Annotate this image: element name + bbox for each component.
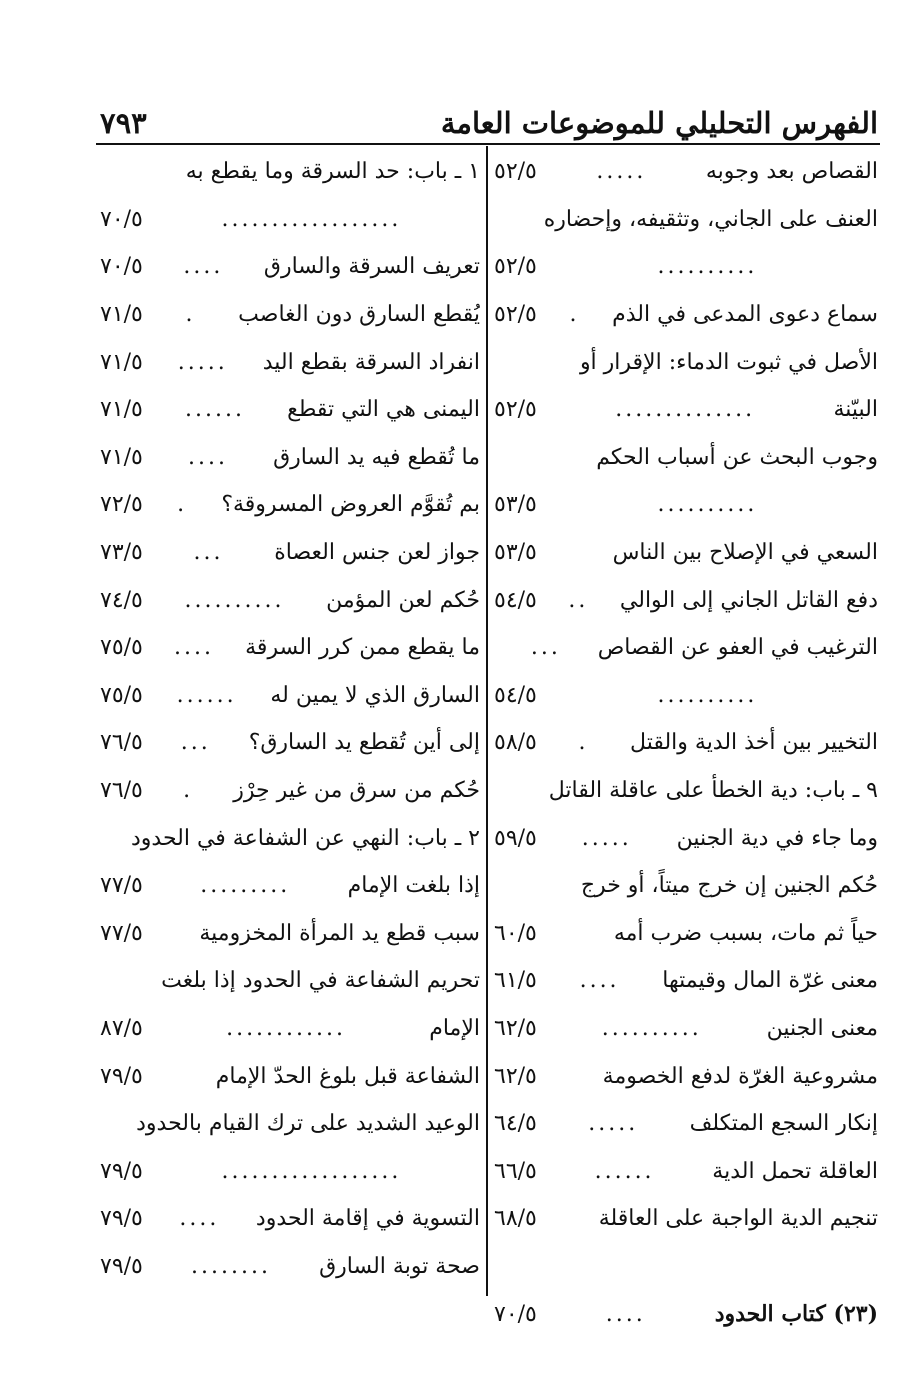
index-entry — [100, 1195, 480, 1243]
index-entry — [100, 910, 480, 958]
index-entry — [494, 1290, 878, 1338]
entry-title: معنى غرّة المال وقيمتها — [662, 968, 878, 994]
entry-dot-leader: . — [578, 730, 589, 756]
entry-page-ref: ٧٦/٥ — [100, 778, 143, 804]
index-entry — [100, 862, 480, 910]
index-entry — [494, 1100, 878, 1148]
index-entry — [100, 481, 480, 529]
index-entry — [100, 719, 480, 767]
entry-title: الإمام — [429, 1015, 480, 1041]
entry-title: سماع دعوى المدعى في الذم — [612, 302, 878, 328]
entry-dot-leader: .... — [605, 1301, 646, 1327]
entry-page-ref: ٧١/٥ — [100, 397, 143, 423]
entry-dot-leader: .. — [568, 587, 589, 613]
index-entry — [100, 434, 480, 482]
entry-title: إذا بلغت الإمام — [347, 873, 480, 899]
index-entry — [100, 529, 480, 577]
entry-page-ref: ٦٢/٥ — [494, 1015, 537, 1041]
entry-dot-leader: ... — [180, 730, 211, 756]
entry-title: سبب قطع يد المرأة المخزومية — [199, 920, 480, 946]
entry-title: السارق الذي لا يمين له — [270, 682, 480, 708]
index-entry — [494, 1243, 878, 1291]
entry-dot-leader: ...... — [594, 1158, 655, 1184]
entry-dot-leader: .... — [579, 968, 620, 994]
entry-dot-leader: ... — [193, 540, 224, 566]
entry-dot-leader: ... — [530, 635, 561, 661]
entry-dot-leader: .......... — [657, 254, 758, 280]
entry-dot-leader: .... — [187, 444, 228, 470]
index-entry — [100, 1005, 480, 1053]
entry-page-ref: ٦٨/٥ — [494, 1206, 537, 1232]
entry-dot-leader: ......... — [200, 873, 291, 899]
entry-dot-leader: . — [185, 302, 196, 328]
index-entry — [100, 814, 480, 862]
entry-title: بم تُقوَّم العروض المسروقة؟ — [221, 492, 480, 518]
entry-title: انفراد السرقة بقطع اليد — [262, 349, 480, 375]
entry-dot-leader: .................. — [221, 206, 402, 232]
entry-dot-leader: .............. — [615, 397, 756, 423]
entry-page-ref: ٧٥/٥ — [100, 682, 143, 708]
entry-dot-leader: .... — [179, 1206, 220, 1232]
entry-dot-leader: ..... — [581, 825, 632, 851]
entry-title: وجوب البحث عن أسباب الحكم — [596, 444, 878, 470]
index-entry — [100, 338, 480, 386]
entry-page-ref: ٥٤/٥ — [494, 682, 537, 708]
index-entry — [100, 148, 480, 196]
entry-title: العنف على الجاني، وتثقيفه، وإحضاره — [543, 206, 878, 232]
index-entry — [494, 672, 878, 720]
entry-title: ١ ـ باب: حد السرقة وما يقطع به — [185, 159, 480, 185]
entry-dot-leader: .......... — [657, 682, 758, 708]
entry-title: جواز لعن جنس العصاة — [274, 540, 480, 566]
entry-page-ref: ٧٩/٥ — [100, 1206, 143, 1232]
entry-page-ref: ٦١/٥ — [494, 968, 537, 994]
page-title: الفهرس التحليلي للموضوعات العامة — [440, 106, 878, 140]
entry-page-ref: ٦٤/٥ — [494, 1111, 537, 1137]
index-entry — [494, 814, 878, 862]
entry-page-ref: ٧٥/٥ — [100, 635, 143, 661]
entry-title: الأصل في ثبوت الدماء: الإقرار أو — [579, 349, 878, 375]
entry-title: يُقطع السارق دون الغاصب — [238, 302, 480, 328]
entry-page-ref: ٥٨/٥ — [494, 730, 537, 756]
entry-dot-leader: .......... — [657, 492, 758, 518]
index-entry — [100, 576, 480, 624]
entry-title: ما يقطع ممن كرر السرقة — [245, 635, 480, 661]
entry-title: ما تُقطع فيه يد السارق — [273, 444, 480, 470]
index-entry — [494, 767, 878, 815]
entry-page-ref: ٨٧/٥ — [100, 1015, 143, 1041]
index-entry — [494, 1147, 878, 1195]
column-divider — [486, 146, 488, 1296]
index-entry — [494, 434, 878, 482]
entry-page-ref: ٦٦/٥ — [494, 1158, 537, 1184]
entry-page-ref: ٦٠/٥ — [494, 920, 537, 946]
entry-page-ref: ٥٣/٥ — [494, 492, 537, 518]
entry-title: السعي في الإصلاح بين الناس — [612, 540, 878, 566]
entry-page-ref: ٥٤/٥ — [494, 587, 537, 613]
entry-title: ٩ ـ باب: دية الخطأ على عاقلة القاتل — [548, 778, 878, 804]
entry-title: التسوية في إقامة الحدود — [255, 1206, 480, 1232]
entry-title: معنى الجنين — [766, 1015, 878, 1041]
index-entry — [100, 624, 480, 672]
entry-dot-leader: .......... — [601, 1015, 702, 1041]
entry-dot-leader: .......... — [184, 587, 285, 613]
entry-title: القصاص بعد وجوبه — [705, 159, 878, 185]
index-entry — [100, 1052, 480, 1100]
entry-page-ref: ٥٢/٥ — [494, 159, 537, 185]
entry-title: (٢٣) كتاب الحدود — [714, 1301, 878, 1328]
entry-title: صحة توبة السارق — [319, 1253, 480, 1279]
entry-dot-leader: .................. — [221, 1158, 402, 1184]
entry-page-ref: ٧٧/٥ — [100, 920, 143, 946]
entry-page-ref: ٥٢/٥ — [494, 254, 537, 280]
entry-dot-leader: .... — [183, 254, 224, 280]
index-entry — [494, 243, 878, 291]
entry-page-ref: ٦٢/٥ — [494, 1063, 537, 1089]
index-entry — [494, 338, 878, 386]
entry-dot-leader: ........ — [191, 1253, 271, 1279]
entry-dot-leader: . — [569, 302, 580, 328]
entry-dot-leader: . — [183, 778, 194, 804]
entry-page-ref: ٧٩/٥ — [100, 1158, 143, 1184]
entry-page-ref: ٧١/٥ — [100, 302, 143, 328]
entry-title: حُكم الجنين إن خرج ميتاً، أو خرج — [580, 873, 878, 899]
entry-dot-leader: ..... — [596, 159, 647, 185]
entry-title: اليمنى هي التي تقطع — [287, 397, 480, 423]
index-entry — [100, 957, 480, 1005]
entry-dot-leader: .... — [174, 635, 214, 661]
entry-title: وما جاء في دية الجنين — [676, 825, 878, 851]
index-entry — [494, 624, 878, 672]
entry-dot-leader: ...... — [176, 682, 237, 708]
entry-page-ref: ٥٢/٥ — [494, 397, 537, 423]
entry-dot-leader: ............ — [226, 1015, 346, 1041]
entry-title: العاقلة تحمل الدية — [712, 1158, 878, 1184]
index-entry — [100, 243, 480, 291]
index-entry — [494, 576, 878, 624]
entry-title: حُكم من سرق من غير حِرْز — [233, 778, 480, 804]
entry-page-ref: ٧٠/٥ — [100, 206, 143, 232]
index-column-left — [100, 148, 480, 1290]
entry-title: تحريم الشفاعة في الحدود إذا بلغت — [161, 968, 480, 994]
index-entry — [100, 1243, 480, 1291]
index-entry — [100, 291, 480, 339]
entry-page-ref: ٥٩/٥ — [494, 825, 537, 851]
entry-title: تنجيم الدية الواجبة على العاقلة — [598, 1206, 878, 1232]
index-entry — [494, 386, 878, 434]
entry-page-ref: ٥٣/٥ — [494, 540, 537, 566]
entry-page-ref: ٧٠/٥ — [100, 254, 143, 280]
entry-title: ٢ ـ باب: النهي عن الشفاعة في الحدود — [130, 825, 480, 851]
entry-page-ref: ٧١/٥ — [100, 349, 143, 375]
index-entry — [494, 910, 878, 958]
entry-page-ref: ٧٣/٥ — [100, 540, 143, 566]
index-entry — [100, 386, 480, 434]
entry-page-ref: ٧٩/٥ — [100, 1253, 143, 1279]
index-entry — [494, 291, 878, 339]
entry-title: مشروعية الغرّة لدفع الخصومة — [602, 1063, 878, 1089]
index-entry — [494, 1195, 878, 1243]
entry-dot-leader: ..... — [177, 349, 228, 375]
index-entry — [494, 862, 878, 910]
entry-page-ref: ٧٠/٥ — [494, 1301, 537, 1327]
index-entry — [100, 672, 480, 720]
index-entry — [494, 196, 878, 244]
entry-page-ref: ٧١/٥ — [100, 444, 143, 470]
index-entry — [494, 957, 878, 1005]
entry-title: إنكار السجع المتكلف — [689, 1111, 878, 1137]
entry-page-ref: ٧٦/٥ — [100, 730, 143, 756]
header-rule — [96, 143, 880, 145]
index-entry — [494, 719, 878, 767]
entry-page-ref: ٧٧/٥ — [100, 873, 143, 899]
entry-title: التخيير بين أخذ الدية والقتل — [630, 730, 878, 756]
entry-dot-leader: . — [177, 492, 188, 518]
entry-title: حُكم لعن المؤمن — [326, 587, 480, 613]
entry-page-ref: ٧٤/٥ — [100, 587, 143, 613]
entry-page-ref: ٧٩/٥ — [100, 1063, 143, 1089]
index-entry — [494, 148, 878, 196]
entry-dot-leader: ..... — [588, 1111, 639, 1137]
entry-page-ref: ٧٢/٥ — [100, 492, 143, 518]
index-entry — [494, 481, 878, 529]
index-entry — [100, 196, 480, 244]
page-number: ٧٩٣ — [100, 106, 147, 140]
entry-title: الترغيب في العفو عن القصاص — [597, 635, 878, 661]
index-entry — [494, 1052, 878, 1100]
index-entry — [494, 1005, 878, 1053]
entry-title: حياً ثم مات، بسبب ضرب أمه — [613, 920, 878, 946]
index-entry — [100, 1100, 480, 1148]
index-entry — [100, 767, 480, 815]
entry-dot-leader: ...... — [185, 397, 245, 423]
entry-page-ref: ٥٢/٥ — [494, 302, 537, 328]
entry-title: دفع القاتل الجاني إلى الوالي — [619, 587, 878, 613]
index-entry — [494, 529, 878, 577]
entry-title: الوعيد الشديد على ترك القيام بالحدود — [136, 1111, 480, 1137]
entry-title: البيّنة — [833, 397, 878, 423]
entry-title: تعريف السرقة والسارق — [263, 254, 480, 280]
index-entry — [100, 1147, 480, 1195]
entry-title: الشفاعة قبل بلوغ الحدّ الإمام — [215, 1063, 480, 1089]
entry-title: إلى أين تُقطع يد السارق؟ — [248, 730, 480, 756]
index-column-right — [494, 148, 878, 1338]
page-header — [100, 84, 878, 140]
